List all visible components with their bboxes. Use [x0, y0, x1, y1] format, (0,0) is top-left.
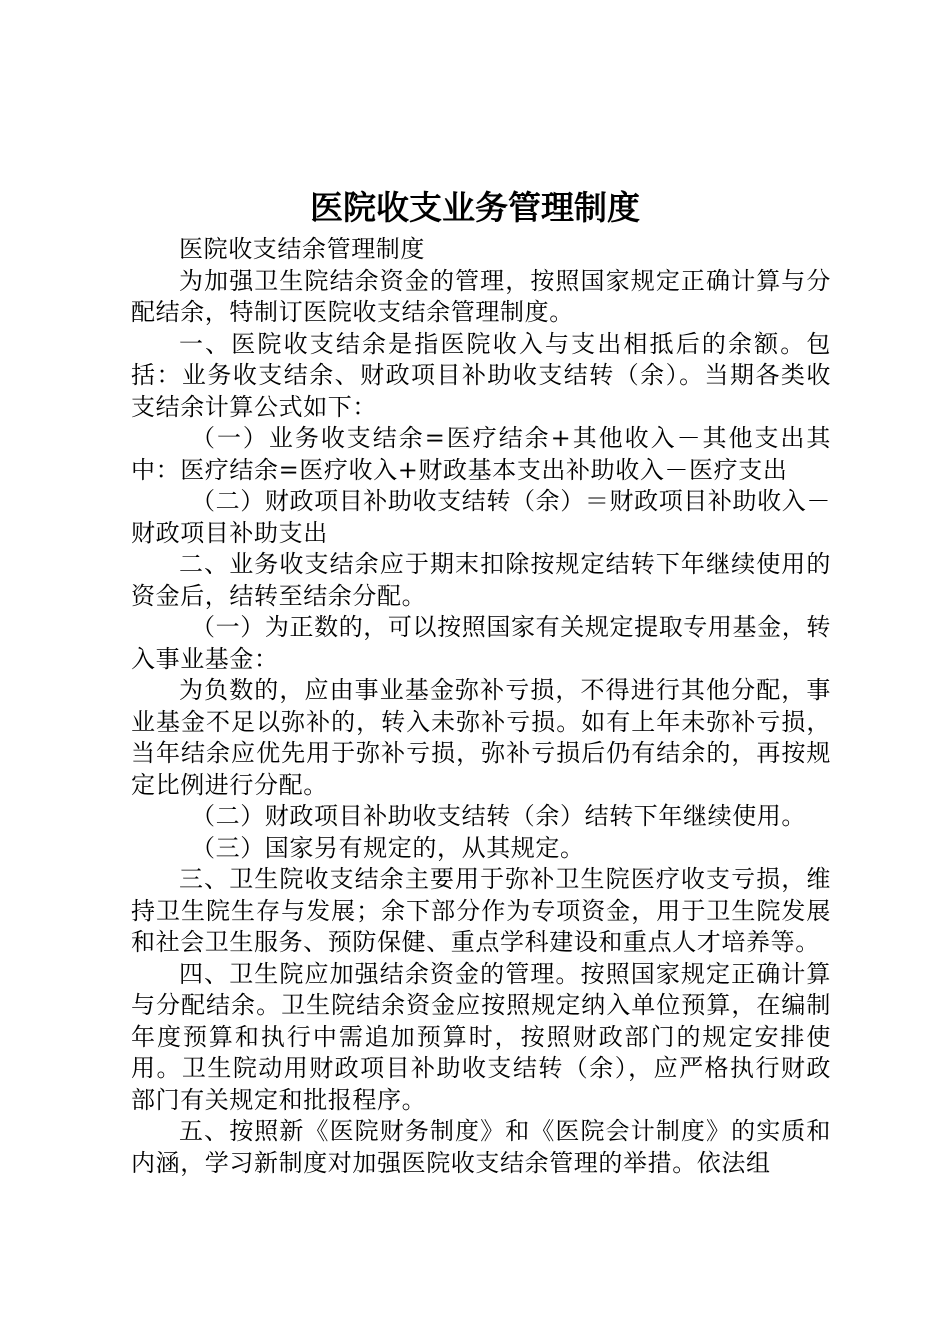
paragraph-section-2: 二、业务收支结余应于期末扣除按规定结转下年继续使用的资金后，结转至结余分配。 — [131, 550, 831, 610]
paragraph-section-2-item-1: （一）为正数的，可以按照国家有关规定提取专用基金，转入事业基金： — [131, 613, 831, 673]
paragraph-intro: 为加强卫生院结余资金的管理，按照国家规定正确计算与分配结余，特制订医院收支结余管理制度。 — [131, 266, 831, 326]
paragraph-section-5: 五、按照新《医院财务制度》和《医院会计制度》的实质和内涵，学习新制度对加强医院收支结余管理的举措。依法组 — [131, 1117, 831, 1177]
paragraph-subtitle: 医院收支结余管理制度 — [179, 235, 425, 263]
paragraph-section-2-negative: 为负数的，应由事业基金弥补亏损，不得进行其他分配，事业基金不足以弥补的，转入未弥补亏损。如有上年未弥补亏损，当年结余应优先用于弥补亏损，弥补亏损后仍有结余的，再按规定比例进行分配。 — [131, 676, 831, 799]
document-body — [131, 234, 831, 1179]
paragraph-section-2-item-3: （三）国家另有规定的，从其规定。 — [191, 833, 585, 862]
paragraph-section-1: 一、医院收支结余是指医院收入与支出相抵后的余额。包括：业务收支结余、财政项目补助收支结转（余）。当期各类收支结余计算公式如下： — [131, 329, 831, 421]
paragraph-section-2-item-2: （二）财政项目补助收支结转（余）结转下年继续使用。 — [191, 802, 806, 830]
paragraph-section-3: 三、卫生院收支结余主要用于弥补卫生院医疗收支亏损，维持卫生院生存与发展；余下部分作为专项资金，用于卫生院发展和社会卫生服务、预防保健、重点学科建设和重点人才培养等。 — [131, 865, 831, 956]
document-title: 医院收支业务管理制度 — [310, 188, 640, 227]
paragraph-section-1-item-1: （一）业务收支结余=医疗结余+其他收入－其他支出其中：医疗结余=医疗收入+财政基本支出补助收入－医疗支出 — [131, 424, 831, 484]
paragraph-section-4: 四、卫生院应加强结余资金的管理。按照国家规定正确计算与分配结余。卫生院结余资金应按照规定纳入单位预算，在编制年度预算和执行中需追加预算时，按照财政部门的规定安排使用。卫生院动用财政项目补助收支结转（余），应严格执行财政部门有关规定和批报程序。 — [131, 959, 831, 1114]
paragraph-section-1-item-2: （二）财政项目补助收支结转（余）＝财政项目补助收入－财政项目补助支出 — [131, 487, 831, 547]
